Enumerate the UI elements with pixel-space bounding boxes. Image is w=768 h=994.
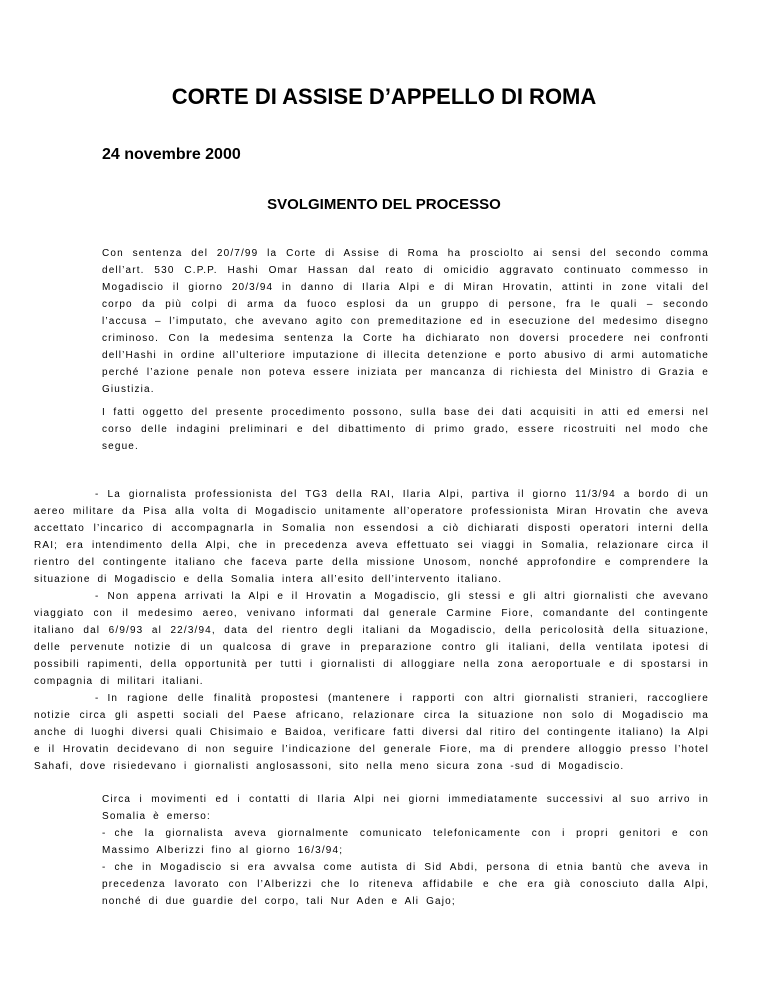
list-dash: - (95, 693, 100, 704)
list-item-telefonate (102, 825, 709, 859)
list-dash: - (102, 828, 107, 839)
paragraph-sentenza (102, 245, 709, 398)
document-title: CORTE DI ASSISE D’APPELLO DI ROMA (171, 84, 597, 109)
paragraph-text: In ragione delle finalità propostesi (mantenere i rapporti con altri giornalisti stranieri, raccogliere notizie circa gli aspetti sociali del Paese africano, relazionare circa la situazione non solo di Mogadiscio ma anche di luoghi diversi quali Chisimaio e Baidoa, verificare fatti diversi dal ritiro del contingente italiano) la Alpi e il Hrovatin decidevano di non seguire l’indicazione del generale Fiore, ma di prendere alloggio presso l’hotel Sahafi, dove risiedevano i giornalisti anglosassoni, sito nella meno sicura zona -sud di Mogadiscio. (34, 693, 709, 772)
list-dash: - (95, 591, 100, 602)
section-heading: SVOLGIMENTO DEL PROCESSO (267, 196, 501, 213)
document-date: 24 novembre 2000 (102, 146, 241, 163)
paragraph-text: Con sentenza del 20/7/99 la Corte di Assise di Roma ha prosciolto ai sensi del secondo comma dell’art. 530 C.P.P. Hashi Omar Hassan dal reato di omicidio aggravato continuato commesso in Mogadiscio il giorno 20/3/94 in danno di Ilaria Alpi e di Miran Hrovatin, attinti in zone vitali del corpo da più colpi di arma da fuoco esplosi da un gruppo di persone, fra le quali – secondo l’accusa – l’imputato, che avevano agito con premeditazione ed in esecuzione del medesimo disegno criminoso. Con la medesima sentenza la Corte ha dichiarato non doversi procedere nei confronti dell’Hashi in ordine all’ulteriore imputazione di illecita detenzione e porto abusivo di armi automatiche perché l’azione penale non poteva essere iniziata per mancanza di richiesta del Ministro di Grazia e Giustizia. (102, 248, 709, 395)
paragraph-text: Circa i movimenti ed i contatti di Ilaria Alpi nei giorni immediatamente successivi al suo arrivo in Somalia è emerso: (102, 794, 709, 822)
paragraph-giornalista (34, 486, 709, 588)
list-item-autista (102, 859, 709, 910)
list-dash: - (102, 862, 107, 873)
paragraph-text: I fatti oggetto del presente procedimento possono, sulla base dei dati acquisiti in atti ed emersi nel corso delle indagini preliminari e del dibattimento di primo grado, essere ricostruiti nel modo che segue. (102, 407, 709, 452)
paragraph-arrivo (34, 588, 709, 690)
list-dash: - (95, 489, 100, 500)
paragraph-movimenti (102, 791, 709, 825)
paragraph-text: che in Mogadiscio si era avvalsa come autista di Sid Abdi, persona di etnia bantù che aveva in precedenza lavorato con l’Alberizzi che lo riteneva affidabile e che era già conosciuto dalla Alpi, nonché di due guardie del corpo, tali Nur Aden e Ali Gajo; (102, 862, 709, 907)
paragraph-text: che la giornalista aveva giornalmente comunicato telefonicamente con i propri genitori e con Massimo Alberizzi fino al giorno 16/3/94; (102, 828, 709, 856)
paragraph-text: Non appena arrivati la Alpi e il Hrovatin a Mogadiscio, gli stessi e gli altri giornalisti che avevano viaggiato con il medesimo aereo, venivano informati dal generale Carmine Fiore, comandante del contingente italiano dal 6/9/93 al 22/3/94, data del rientro degli italiani da Mogadiscio, della pericolosità della situazione, delle pervenute notizie di un qualcosa di grave in preparazione contro gli italiani, della ventilata ipotesi di possibili rapimenti, della opportunità per tutti i giornalisti di alloggiare nella zona aeroportuale e di spostarsi in compagnia di militari italiani. (34, 591, 709, 687)
paragraph-fatti (102, 404, 709, 455)
paragraph-alloggio (34, 690, 709, 775)
paragraph-text: La giornalista professionista del TG3 della RAI, Ilaria Alpi, partiva il giorno 11/3/94 a bordo di un aereo militare da Pisa alla volta di Mogadiscio unitamente all’operatore professionista Miran Hrovatin che aveva accettato l’incarico di accompagnarla in Somalia non essendosi a ciò dichiarati disposti operatori interni della RAI; era intendimento della Alpi, che in precedenza aveva effettuato sei viaggi in Somalia, relazionare circa il rientro del contingente italiano che faceva parte della missione Unosom, nonché approfondire e comprendere la situazione di Mogadiscio e della Somalia intera all’esito dell’intervento italiano. (34, 489, 709, 585)
